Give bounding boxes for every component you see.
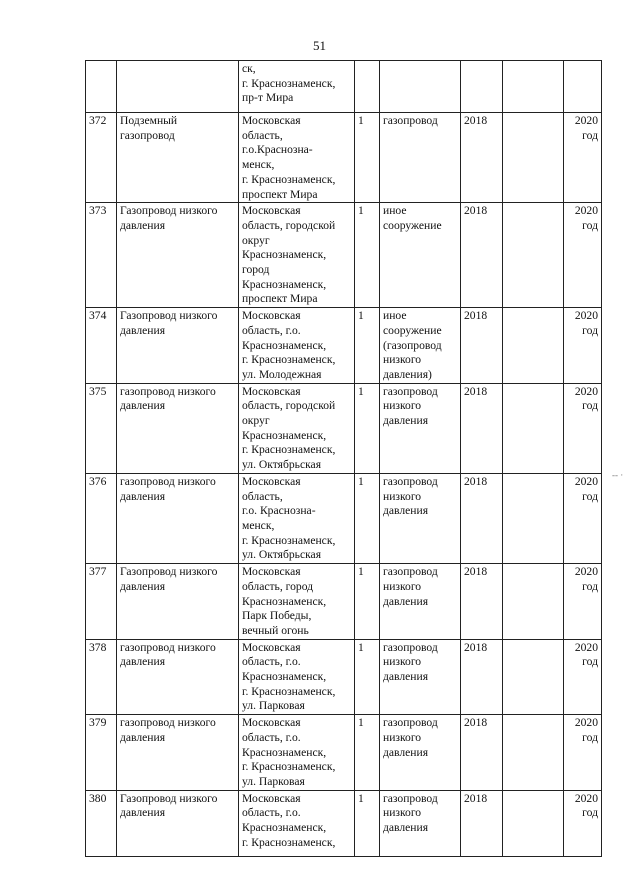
object-address-line: Московская bbox=[242, 565, 301, 579]
object-type-line: давления bbox=[383, 745, 429, 759]
row-number: 380 bbox=[86, 790, 117, 856]
object-address bbox=[239, 639, 355, 715]
object-address-line: область, городской bbox=[242, 399, 336, 413]
object-type-line: давления bbox=[383, 670, 429, 684]
completion-year-line: год bbox=[582, 323, 598, 337]
object-address-line: область, bbox=[242, 128, 283, 142]
completion-year-line: 2020 bbox=[574, 716, 598, 730]
object-name-line: газопровод низкого bbox=[120, 384, 216, 398]
object-type-line: газопровод bbox=[383, 114, 438, 127]
row-number: 376 bbox=[86, 473, 117, 563]
object-address-line: Московская bbox=[242, 791, 301, 805]
object-year: 2018 bbox=[461, 383, 503, 473]
object-address-line: Краснознаменск, bbox=[242, 338, 327, 352]
object-address-line: область, городской bbox=[242, 218, 336, 232]
empty-cell bbox=[503, 639, 564, 715]
empty-cell bbox=[503, 113, 564, 203]
object-address-line: Краснознаменск, bbox=[242, 821, 327, 835]
object-type-line: газопровод bbox=[383, 716, 438, 730]
object-year: 2018 bbox=[461, 790, 503, 856]
completion-year bbox=[564, 308, 602, 384]
object-address-line: ул. Молодежная bbox=[242, 367, 322, 381]
object-name-line: Газопровод низкого bbox=[120, 791, 218, 805]
object-name-line: давления bbox=[120, 655, 166, 669]
completion-year bbox=[564, 113, 602, 203]
object-name-line: Подземный bbox=[120, 114, 178, 127]
table-row bbox=[86, 564, 602, 640]
completion-year-line: 2020 bbox=[574, 384, 598, 398]
object-type-line: (газопровод bbox=[383, 338, 442, 352]
completion-year-line: 2020 bbox=[574, 640, 598, 654]
completion-year-line: 2020 bbox=[574, 791, 598, 805]
empty-cell bbox=[503, 308, 564, 384]
completion-year bbox=[564, 790, 602, 856]
object-address-line: Московская bbox=[242, 204, 301, 218]
object-quantity: 1 bbox=[355, 715, 380, 791]
object-address-line: проспект Мира bbox=[242, 187, 318, 201]
object-type bbox=[380, 383, 461, 473]
object-address-line: вечный огонь bbox=[242, 623, 309, 637]
completion-year-line: год bbox=[582, 399, 598, 413]
object-quantity: 1 bbox=[355, 203, 380, 308]
completion-year bbox=[564, 564, 602, 640]
object-type bbox=[380, 203, 461, 308]
object-type bbox=[380, 473, 461, 563]
object-address bbox=[239, 790, 355, 856]
table-row bbox=[86, 639, 602, 715]
object-type-line: давления bbox=[383, 594, 429, 608]
table-row bbox=[86, 203, 602, 308]
object-address-line: проспект Мира bbox=[242, 292, 318, 306]
completion-year-line: год bbox=[582, 730, 598, 744]
object-type-line: низкого bbox=[383, 730, 422, 744]
object-year bbox=[461, 61, 503, 113]
object-year: 2018 bbox=[461, 473, 503, 563]
completion-year-line: 2020 bbox=[574, 114, 598, 127]
table-row bbox=[86, 383, 602, 473]
object-address bbox=[239, 203, 355, 308]
object-type bbox=[380, 715, 461, 791]
object-address-line: пр-т Мира bbox=[242, 91, 294, 105]
object-name bbox=[117, 790, 239, 856]
row-number: 373 bbox=[86, 203, 117, 308]
object-type-line: низкого bbox=[383, 655, 422, 669]
object-name-line: давления bbox=[120, 218, 166, 232]
object-address-line: ул. Парковая bbox=[242, 774, 305, 788]
object-address-line: ул. Парковая bbox=[242, 699, 305, 713]
object-type-line: низкого bbox=[383, 353, 422, 367]
object-type-line: иное bbox=[383, 204, 407, 218]
object-address-line: Московская bbox=[242, 640, 301, 654]
object-name bbox=[117, 639, 239, 715]
completion-year-line: год bbox=[582, 579, 598, 593]
object-address-line: г. Краснознаменск, bbox=[242, 172, 336, 186]
object-name-line: газопровод низкого bbox=[120, 640, 216, 654]
object-address-line: г. Краснознаменск, bbox=[242, 76, 336, 90]
margin-mark: -- · bbox=[612, 470, 624, 480]
object-address-line: Краснознаменск, bbox=[242, 248, 327, 262]
completion-year-line: 2020 bbox=[574, 565, 598, 579]
object-address bbox=[239, 308, 355, 384]
object-address-line: г. Краснознаменск, bbox=[242, 353, 336, 367]
object-address-line: Краснознаменск, bbox=[242, 428, 327, 442]
table-row bbox=[86, 113, 602, 203]
object-name bbox=[117, 113, 239, 203]
object-address-line: г. Краснознаменск, bbox=[242, 684, 336, 698]
object-name-line: газопровод bbox=[120, 128, 175, 142]
object-name-line: давления bbox=[120, 399, 166, 413]
completion-year bbox=[564, 61, 602, 113]
row-number: 377 bbox=[86, 564, 117, 640]
object-type-line: давления bbox=[383, 414, 429, 428]
object-type-line: сооружение bbox=[383, 218, 442, 232]
object-address-line: Краснознаменск, bbox=[242, 670, 327, 684]
object-year: 2018 bbox=[461, 308, 503, 384]
object-name bbox=[117, 564, 239, 640]
row-number: 375 bbox=[86, 383, 117, 473]
object-year: 2018 bbox=[461, 715, 503, 791]
object-address-line: Парк Победы, bbox=[242, 609, 312, 623]
object-address-line: область, bbox=[242, 489, 283, 503]
object-type-line: иное bbox=[383, 309, 407, 323]
object-address-line: Московская bbox=[242, 384, 301, 398]
empty-cell bbox=[503, 383, 564, 473]
object-quantity: 1 bbox=[355, 113, 380, 203]
empty-cell bbox=[503, 564, 564, 640]
object-name bbox=[117, 61, 239, 113]
completion-year bbox=[564, 715, 602, 791]
object-type-line: низкого bbox=[383, 579, 422, 593]
completion-year bbox=[564, 203, 602, 308]
object-name bbox=[117, 473, 239, 563]
object-address-line: г. Краснознаменск, bbox=[242, 443, 336, 457]
object-name-line: давления bbox=[120, 489, 166, 503]
object-quantity: 1 bbox=[355, 308, 380, 384]
object-address-line: Краснознаменск, bbox=[242, 745, 327, 759]
object-name-line: газопровод низкого bbox=[120, 716, 216, 730]
object-address-line: Краснознаменск, bbox=[242, 594, 327, 608]
object-address-line: менск, bbox=[242, 158, 275, 172]
object-address-line: Московская bbox=[242, 309, 301, 323]
completion-year bbox=[564, 473, 602, 563]
object-address-line: округ bbox=[242, 233, 270, 247]
object-address-line: область, г.о. bbox=[242, 655, 301, 669]
completion-year-line: год bbox=[582, 806, 598, 820]
object-address bbox=[239, 383, 355, 473]
object-type bbox=[380, 61, 461, 113]
object-type-line: давления) bbox=[383, 367, 432, 381]
completion-year-line: 2020 bbox=[574, 204, 598, 218]
completion-year-line: год bbox=[582, 218, 598, 232]
empty-cell bbox=[503, 715, 564, 791]
object-quantity bbox=[355, 61, 380, 113]
property-registry-table bbox=[85, 60, 602, 857]
object-type bbox=[380, 639, 461, 715]
object-year: 2018 bbox=[461, 639, 503, 715]
object-address-line: ул. Октябрьская bbox=[242, 548, 322, 562]
object-type-line: давления bbox=[383, 504, 429, 518]
empty-cell bbox=[503, 61, 564, 113]
object-type-line: низкого bbox=[383, 399, 422, 413]
object-name-line: газопровод низкого bbox=[120, 474, 216, 488]
row-number: 379 bbox=[86, 715, 117, 791]
object-address-line: город bbox=[242, 263, 270, 277]
object-type bbox=[380, 113, 461, 203]
empty-cell bbox=[503, 473, 564, 563]
object-address-line: ул. Октябрьская bbox=[242, 458, 322, 472]
object-name bbox=[117, 308, 239, 384]
object-address-line: менск, bbox=[242, 518, 275, 532]
object-year: 2018 bbox=[461, 564, 503, 640]
row-number: 378 bbox=[86, 639, 117, 715]
object-name bbox=[117, 715, 239, 791]
object-name-line: давления bbox=[120, 806, 166, 820]
object-address-line: область, г.о. bbox=[242, 323, 301, 337]
completion-year-line: год bbox=[582, 655, 598, 669]
object-address bbox=[239, 473, 355, 563]
table-row bbox=[86, 308, 602, 384]
object-name-line: давления bbox=[120, 579, 166, 593]
object-quantity: 1 bbox=[355, 383, 380, 473]
object-address-line: г.о. Краснозна- bbox=[242, 504, 316, 518]
object-quantity: 1 bbox=[355, 473, 380, 563]
object-address-line: область, город bbox=[242, 579, 314, 593]
object-quantity: 1 bbox=[355, 564, 380, 640]
object-name-line: Газопровод низкого bbox=[120, 565, 218, 579]
completion-year-line: 2020 bbox=[574, 309, 598, 323]
object-quantity: 1 bbox=[355, 639, 380, 715]
empty-cell bbox=[503, 790, 564, 856]
object-type-line: давления bbox=[383, 821, 429, 835]
completion-year-line: год bbox=[582, 128, 598, 142]
object-address bbox=[239, 564, 355, 640]
object-type-line: газопровод bbox=[383, 791, 438, 805]
object-type bbox=[380, 790, 461, 856]
object-address-line: область, г.о. bbox=[242, 730, 301, 744]
object-address-line: Московская bbox=[242, 114, 301, 127]
completion-year-line: 2020 bbox=[574, 474, 598, 488]
object-year: 2018 bbox=[461, 113, 503, 203]
empty-cell bbox=[503, 203, 564, 308]
object-address-line: округ bbox=[242, 414, 270, 428]
completion-year bbox=[564, 383, 602, 473]
object-address-line: Краснознаменск, bbox=[242, 277, 327, 291]
object-type-line: низкого bbox=[383, 489, 422, 503]
object-address-line: Московская bbox=[242, 474, 301, 488]
object-name-line: Газопровод низкого bbox=[120, 309, 218, 323]
object-address-line: область, г.о. bbox=[242, 806, 301, 820]
object-type-line: низкого bbox=[383, 806, 422, 820]
object-quantity: 1 bbox=[355, 790, 380, 856]
object-name-line: Газопровод низкого bbox=[120, 204, 218, 218]
object-type-line: сооружение bbox=[383, 323, 442, 337]
object-year: 2018 bbox=[461, 203, 503, 308]
completion-year-line: год bbox=[582, 489, 598, 503]
table-row bbox=[86, 790, 602, 856]
object-type bbox=[380, 564, 461, 640]
object-address-line: ск, bbox=[242, 62, 256, 75]
object-type-line: газопровод bbox=[383, 384, 438, 398]
object-address bbox=[239, 715, 355, 791]
table-row bbox=[86, 715, 602, 791]
object-name bbox=[117, 383, 239, 473]
object-address-line: г. Краснознаменск, bbox=[242, 835, 336, 849]
object-name bbox=[117, 203, 239, 308]
page-number: 51 bbox=[313, 38, 326, 53]
object-address-line: Московская bbox=[242, 716, 301, 730]
completion-year bbox=[564, 639, 602, 715]
object-name-line: давления bbox=[120, 730, 166, 744]
object-address bbox=[239, 113, 355, 203]
object-address bbox=[239, 61, 355, 113]
object-address-line: г. Краснознаменск, bbox=[242, 760, 336, 774]
table-row bbox=[86, 61, 602, 113]
object-type-line: газопровод bbox=[383, 474, 438, 488]
object-type-line: газопровод bbox=[383, 640, 438, 654]
object-name-line: давления bbox=[120, 323, 166, 337]
object-address-line: г. Краснознаменск, bbox=[242, 533, 336, 547]
object-type bbox=[380, 308, 461, 384]
object-type-line: газопровод bbox=[383, 565, 438, 579]
row-number bbox=[86, 61, 117, 113]
table-row bbox=[86, 473, 602, 563]
object-address-line: г.о.Краснозна- bbox=[242, 143, 313, 157]
row-number: 374 bbox=[86, 308, 117, 384]
row-number: 372 bbox=[86, 113, 117, 203]
